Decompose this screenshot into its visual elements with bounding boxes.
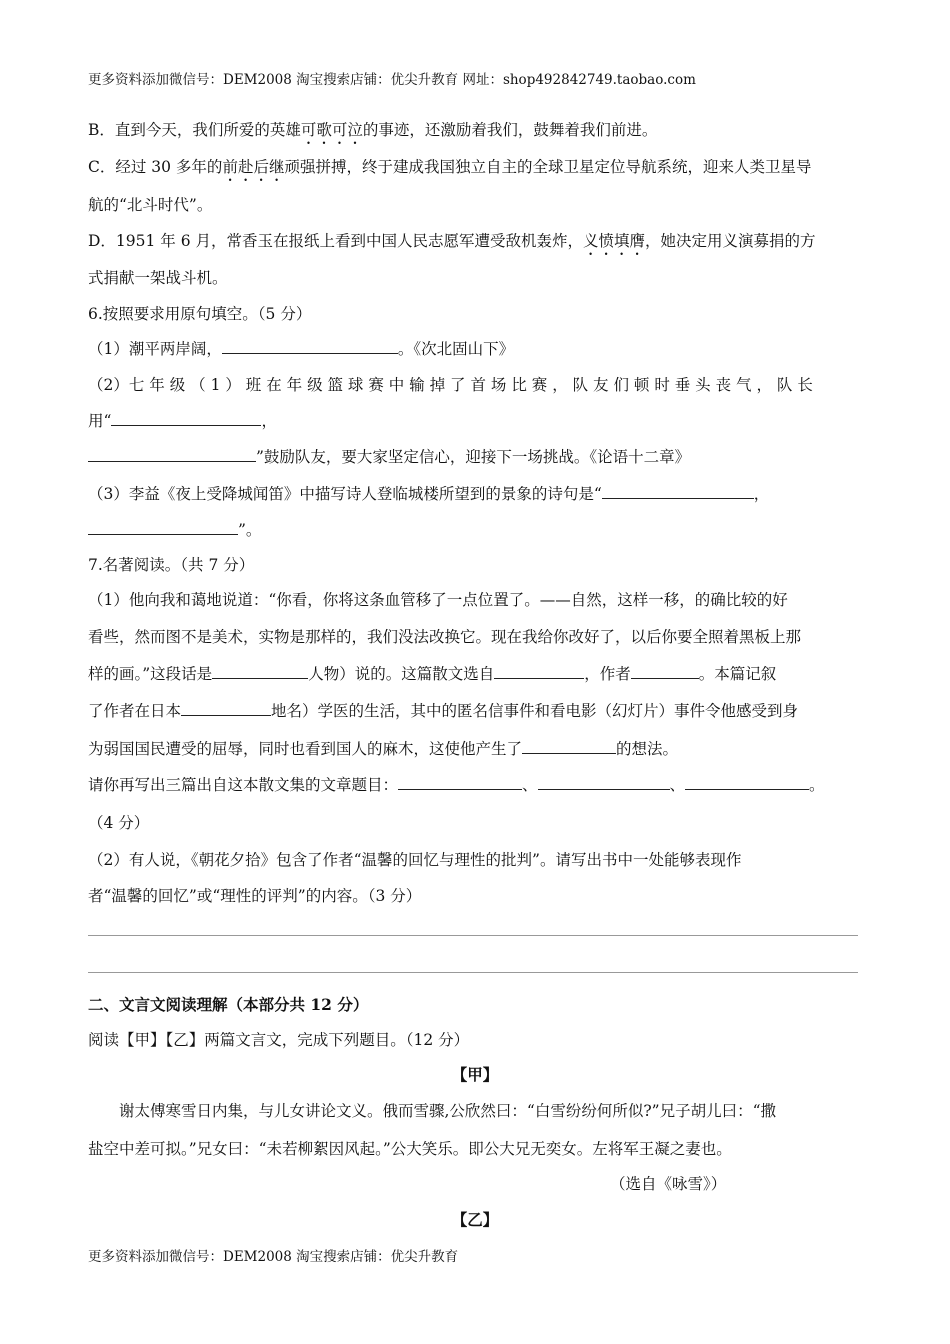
q5-option-c-cont: 航的“北斗时代”。 — [88, 196, 213, 214]
q6-p1-source: 。《次北固山下》 — [397, 340, 515, 358]
q5-b-text-end: 的事迹，还激励着我们，鼓舞着我们前进。 — [362, 121, 658, 139]
q5-c-dotted-phrase: 前赴后继 — [222, 158, 285, 176]
section-intro: 阅读【甲】【乙】两篇文言文，完成下列题目。（12 分） — [88, 1031, 470, 1049]
q6-p1-text: （1）潮平两岸阔， — [88, 340, 222, 358]
q5-c-text-end: 顽强拼搏，终于建成我国独立自主的全球卫星定位导航系统，迎来人类卫星导 — [284, 158, 812, 176]
q6-p2-comma: ， — [261, 412, 277, 430]
answer-blank[interactable] — [181, 701, 271, 716]
answer-blank[interactable] — [538, 775, 670, 790]
q7-l6-end: 。 — [809, 776, 825, 794]
q5-d-dotted-phrase: 义愤填膺 — [583, 232, 646, 250]
q5-option-b — [88, 118, 657, 148]
q5-b-text: B．直到今天，我们所爱的英雄 — [88, 121, 301, 139]
q7-para-line-4 — [88, 699, 798, 721]
q5-c-text: C．经过 30 多年的 — [88, 158, 223, 176]
q6-p2-end-text: ”鼓励队友，要大家坚定信心，迎接下一场挑战。《论语十二章》 — [256, 448, 691, 466]
q7-title: 7.名著阅读。（共 7 分） — [88, 556, 255, 574]
q7-para-line-5 — [88, 737, 678, 759]
q7-l3-text-d: 。本篇记叙 — [698, 665, 777, 683]
answer-line[interactable] — [88, 972, 858, 973]
q7-score-note: （4 分） — [88, 814, 150, 832]
q7-part2-line-1: （2）有人说，《朝花夕拾》包含了作者“温馨的回忆与理性的批判”。请写出书中一处能够表现作 — [88, 851, 742, 869]
q7-l6-sep-1: 、 — [522, 776, 538, 794]
page-footer: 更多资料添加微信号：DEM2008 淘宝搜索店铺：优尖升教育 — [88, 1249, 459, 1265]
q7-l4-text-a: 了作者在日本 — [88, 702, 182, 720]
q7-para-line-1: （1）他向我和蔼地说道：“你看，你将这条血管移了一点位置了。——自然，这样一移，的确比较的好 — [88, 591, 788, 609]
q7-para-line-6 — [88, 773, 825, 795]
answer-blank[interactable] — [494, 664, 584, 679]
q7-part2-line-2: 者“温馨的回忆”或“理性的评判”的内容。（3 分） — [88, 887, 422, 905]
answer-blank[interactable] — [212, 664, 308, 679]
q6-title: 6.按照要求用原句填空。（5 分） — [88, 305, 312, 323]
q5-d-text-end: ，她决定用义演募捐的方 — [645, 232, 816, 250]
q6-part2-cont — [88, 409, 277, 431]
q7-l6-text-a: 请你再写出三篇出自这本散文集的文章题目： — [88, 776, 399, 794]
answer-blank[interactable] — [111, 411, 261, 426]
q6-part1 — [88, 337, 514, 359]
answer-blank[interactable] — [398, 775, 522, 790]
q6-part2-end — [88, 445, 690, 467]
answer-blank[interactable] — [631, 664, 699, 679]
q6-part3-cont — [88, 518, 261, 540]
q6-part3 — [88, 482, 769, 504]
q7-l5-text-a: 为弱国国民遭受的屈辱，同时也看到国人的麻木，这使他产生了 — [88, 740, 523, 758]
q6-p3-comma: ， — [753, 485, 770, 503]
q7-l4-text-b: 地名）学医的生活，其中的匿名信事件和看电影（幻灯片）事件令他感受到身 — [271, 702, 799, 720]
q6-part2: （2）七 年 级 （ 1 ） 班 在 年 级 篮 球 赛 中 输 掉 了 首 场 比 赛 ， 队 友 们 顿 时 垂 头 丧 气 ， 队 长 — [88, 376, 813, 394]
q7-para-line-2: 看些，然而图不是美术，实物是那样的，我们没法改换它。现在我给你改好了，以后你要全照着黑板上那 — [88, 628, 802, 646]
passage-source: （选自《咏雪》） — [610, 1175, 727, 1193]
q5-d-text: D．1951 年 6 月，常香玉在报纸上看到中国人民志愿军遭受敌机轰炸， — [88, 232, 584, 250]
passage-jia-label: 【甲】 — [451, 1065, 499, 1084]
passage-jia-line-2: 盐空中差可拟。”兄女曰：“未若柳絮因风起。”公大笑乐。即公大兄无奕女。左将军王凝之妻也。 — [88, 1140, 732, 1158]
q5-option-d-cont: 式捐献一架战斗机。 — [88, 269, 228, 287]
q7-l3-text-b: 人物）说的。这篇散文选自 — [308, 665, 495, 683]
q6-p3-text: （3）李益《夜上受降城闻笛》中描写诗人登临城楼所望到的景象的诗句是“ — [88, 485, 602, 503]
answer-blank[interactable] — [685, 775, 809, 790]
q7-l3-text-a: 样的画。”这段话是 — [88, 665, 213, 683]
q7-l6-sep-2: 、 — [669, 776, 686, 794]
q5-b-dotted-phrase: 可歌可泣 — [300, 121, 363, 139]
q7-para-line-3 — [88, 662, 776, 684]
q6-p3-end: ”。 — [238, 521, 262, 539]
q7-l3-text-c: ，作者 — [584, 665, 631, 683]
q5-option-c — [88, 155, 811, 185]
answer-blank[interactable] — [602, 484, 754, 499]
section-heading: 二、文言文阅读理解（本部分共 12 分） — [88, 995, 369, 1014]
q6-p2-text: 用“ — [88, 412, 112, 430]
answer-line[interactable] — [88, 935, 858, 936]
answer-blank[interactable] — [222, 339, 398, 354]
q7-l5-text-b: 的想法。 — [616, 740, 679, 758]
passage-jia-line-1: 谢太傅寒雪日内集，与儿女讲论文义。俄而雪骤,公欣然曰：“白雪纷纷何所似?”兄子胡儿曰：“撒 — [119, 1102, 777, 1120]
q5-option-d — [88, 229, 816, 259]
answer-blank[interactable] — [522, 739, 616, 754]
answer-blank[interactable] — [88, 520, 238, 535]
answer-blank[interactable] — [88, 447, 256, 462]
passage-yi-label: 【乙】 — [451, 1210, 499, 1229]
page-header: 更多资料添加微信号：DEM2008 淘宝搜索店铺：优尖升教育 网址：shop492842749.taobao.com — [88, 72, 696, 88]
